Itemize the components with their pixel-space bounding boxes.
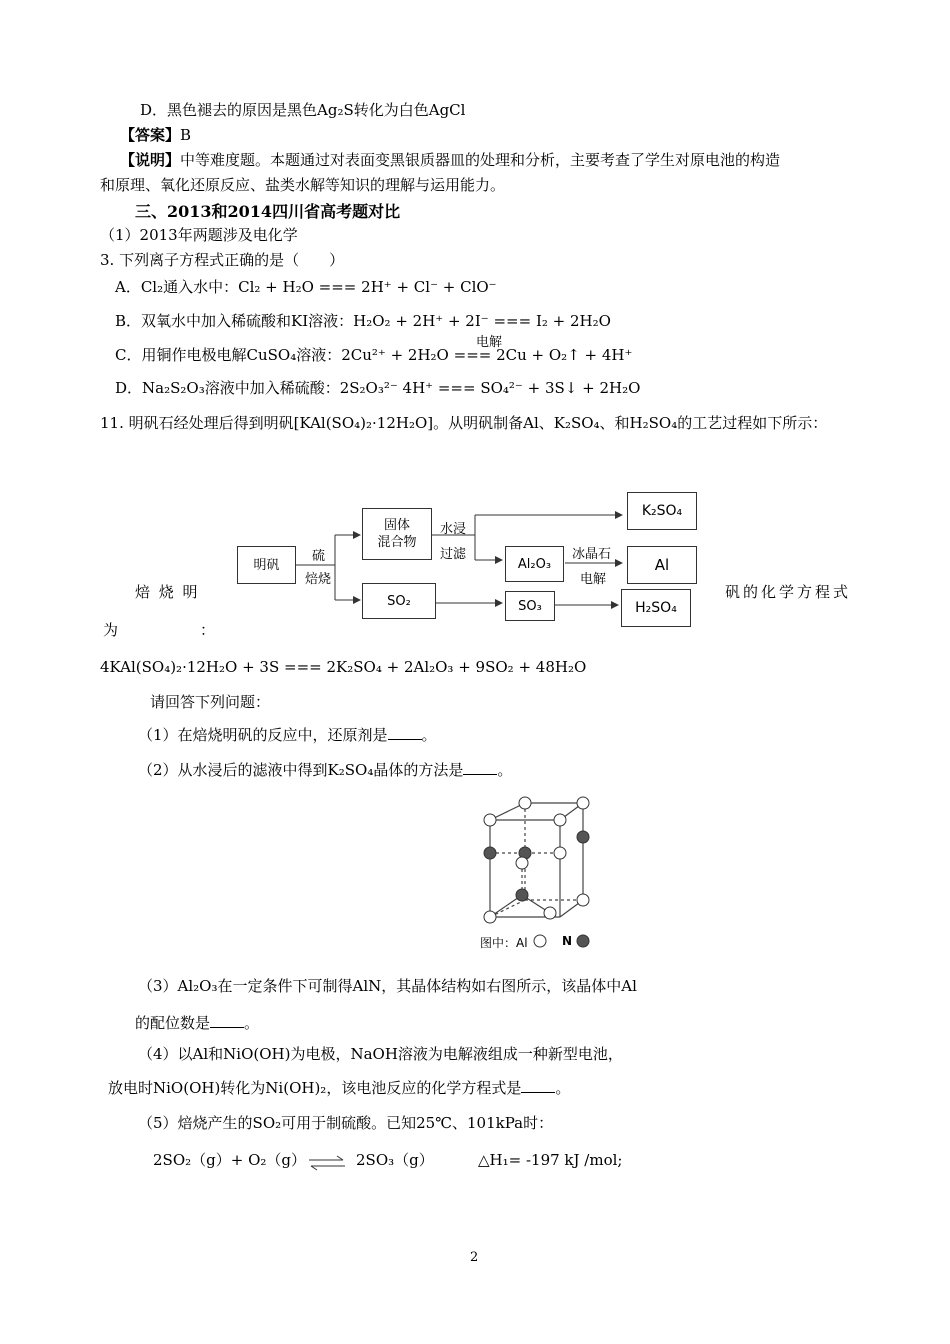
box-solid-mixture — [362, 508, 432, 560]
part-4a: （4）以Al和NiO(OH)为电极，NaOH溶液为电解液组成一种新型电池， — [138, 1045, 623, 1063]
part-1-text: （1）在焙烧明矾的反应中，还原剂是 — [138, 726, 388, 744]
part-3b — [135, 1013, 259, 1033]
answer-value: B — [180, 126, 192, 144]
roast-colon: ： — [200, 621, 216, 639]
crystal-structure-figure — [470, 795, 610, 955]
box-al: Al — [627, 546, 697, 584]
explain-text-1: 中等难度题。本题通过对表面变黑银质器皿的处理和分析，主要考查了学生对原电池的构造 — [180, 151, 781, 169]
part-4b-end: 。 — [555, 1079, 571, 1097]
explain-text-2: 和原理、氧化还原反应、盐类水解等知识的理解与运用能力。 — [100, 176, 506, 194]
option-d: D．黑色褪去的原因是黑色Ag₂S转化为白色AgCl — [140, 101, 466, 119]
label-sulfur: 硫 — [312, 549, 326, 564]
part-4b — [108, 1078, 570, 1098]
al-atom — [577, 894, 589, 906]
part-3b-text: 的配位数是 — [135, 1014, 211, 1032]
box-so2: SO₂ — [362, 583, 436, 619]
sub-heading-1: （1）2013年两题涉及电化学 — [100, 226, 298, 244]
part-2 — [138, 760, 512, 780]
al-atom — [516, 857, 528, 869]
roast-wei: 为 — [103, 621, 119, 639]
al-atom — [544, 907, 556, 919]
part-5: （5）焙烧产生的SO₂可用于制硫酸。已知25℃、101kPa时： — [138, 1114, 554, 1132]
roast-equation: 4KAl(SO₄)₂·12H₂O + 3S === 2K₂SO₄ + 2Al₂O₃ + 9SO₂ + 48H₂O — [100, 658, 587, 676]
part-2-text: （2）从水浸后的滤液中得到K₂SO₄晶体的方法是 — [138, 761, 464, 779]
answer-blank — [210, 1013, 244, 1028]
al-atom — [519, 797, 531, 809]
answer-blank — [521, 1078, 555, 1093]
equilibrium-arrows — [305, 1155, 349, 1171]
q3-option-a: A．Cl₂通入水中：Cl₂ + H₂O === 2H⁺ + Cl⁻ + ClO⁻ — [115, 278, 497, 296]
delta-h: △H₁= -197 kJ /mol; — [478, 1151, 623, 1169]
box-k2so4: K₂SO₄ — [627, 492, 697, 530]
n-atom — [577, 831, 589, 843]
roast-text-left: 焙 烧 明 — [135, 583, 200, 601]
label-roast: 焙烧 — [305, 572, 332, 587]
explain-label: 【说明】 — [120, 151, 181, 169]
legend-n-label: N — [562, 934, 573, 948]
q3-option-c: C．用铜作电极电解CuSO₄溶液：2Cu²⁺ + 2H₂O === 2Cu + O₂↑ + 4H⁺ — [115, 346, 633, 364]
part-4b-text: 放电时NiO(OH)转化为Ni(OH)₂，该电池反应的化学方程式是 — [108, 1079, 522, 1097]
al-atom — [484, 911, 496, 923]
n-atom — [516, 889, 528, 901]
section-3-title: 三、2013和2014四川省高考题对比 — [135, 202, 401, 221]
answer-blank — [388, 725, 422, 740]
question-3: 3. 下列离子方程式正确的是（ ） — [100, 251, 345, 269]
legend-al-label: 图中：Al — [480, 936, 528, 950]
part-2-end: 。 — [497, 761, 513, 779]
n-atom — [484, 847, 496, 859]
part-1-end: 。 — [421, 726, 437, 744]
legend-al-circle — [534, 935, 546, 947]
electrolysis-label: 电解 — [476, 335, 503, 350]
label-cryolite: 冰晶石 — [572, 547, 612, 562]
legend-n-circle — [577, 935, 589, 947]
al-atom — [554, 847, 566, 859]
solid-mixture-line2: 混合物 — [377, 535, 417, 550]
roast-text-right: 矾的化学方程式 — [725, 583, 852, 601]
label-filter: 过滤 — [440, 547, 467, 562]
eq-left: 2SO₂（g）+ O₂（g） — [153, 1151, 306, 1169]
page-number: 2 — [470, 1250, 479, 1265]
al-atom — [577, 797, 589, 809]
part-3a: （3）Al₂O₃在一定条件下可制得AlN，其晶体结构如右图所示，该晶体中Al — [138, 977, 637, 995]
q3-option-b: B．双氧水中加入稀硫酸和KI溶液：H₂O₂ + 2H⁺ + 2I⁻ === I₂ + 2H₂O — [115, 312, 611, 330]
solid-mixture-line1: 固体 — [383, 518, 410, 533]
part-3b-end: 。 — [244, 1014, 260, 1032]
box-mingfan: 明矾 — [237, 546, 296, 584]
box-so3: SO₃ — [505, 591, 555, 621]
answer-label: 【答案】 — [120, 126, 181, 144]
answer-blank — [463, 760, 497, 775]
box-h2so4: H₂SO₄ — [621, 589, 691, 627]
label-water-leach: 水浸 — [440, 522, 467, 537]
al-atom — [554, 814, 566, 826]
box-al2o3: Al₂O₃ — [505, 546, 564, 582]
part-1 — [138, 725, 437, 745]
please-answer: 请回答下列问题： — [150, 693, 271, 711]
q3-option-d: D．Na₂S₂O₃溶液中加入稀硫酸：2S₂O₃²⁻ 4H⁺ === SO₄²⁻ + 3S↓ + 2H₂O — [115, 379, 641, 397]
question-11: 11. 明矾石经处理后得到明矾[KAl(SO₄)₂·12H₂O]。从明矾制备Al、K₂SO₄、和H₂SO₄的工艺过程如下所示： — [100, 414, 828, 432]
al-atom — [484, 814, 496, 826]
eq-right: 2SO₃（g） — [356, 1151, 434, 1169]
label-electrolysis: 电解 — [580, 572, 607, 587]
